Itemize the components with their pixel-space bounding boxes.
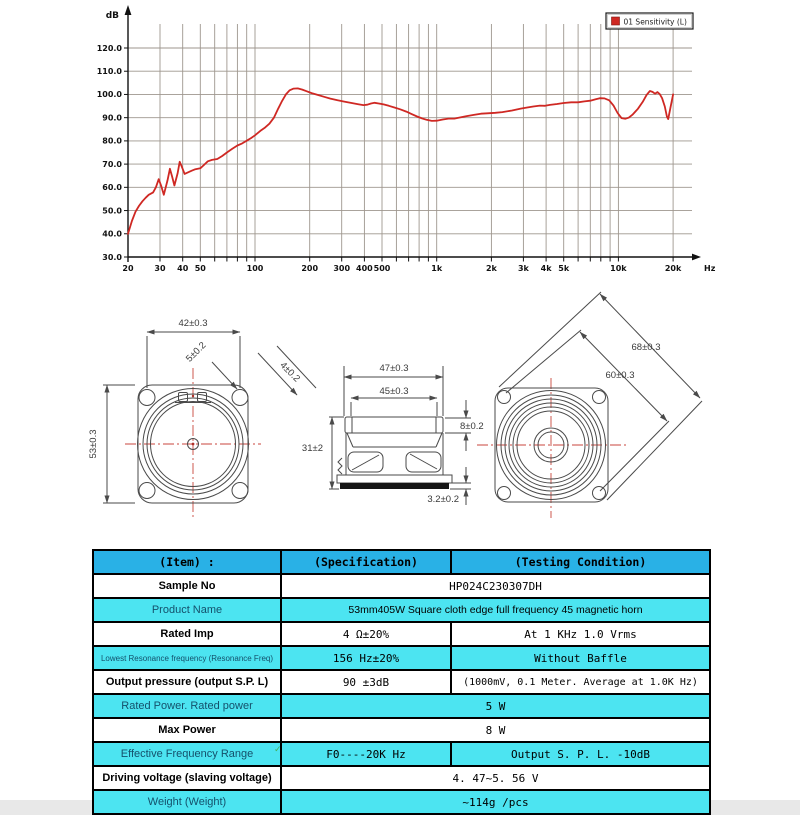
table-header-row: [93, 550, 710, 574]
table-row-max-power: [93, 718, 710, 742]
dim-corner-label: 4±0.2: [277, 359, 303, 385]
dim-outer-width-label: 47±0.3: [379, 363, 409, 374]
row-label: Sample No: [93, 574, 281, 598]
row-condition: Output S. P. L. -10dB: [451, 742, 710, 766]
row-condition: At 1 KHz 1.0 Vrms: [451, 622, 710, 646]
svg-text:60.0: 60.0: [102, 183, 122, 193]
svg-text:500: 500: [373, 264, 391, 273]
svg-text:50.0: 50.0: [102, 206, 122, 216]
row-spec: 4 Ω±20%: [281, 622, 451, 646]
table-row-rated-imp: [93, 622, 710, 646]
frequency-response-chart: [0, 0, 800, 290]
sensitivity-curve: [128, 88, 673, 233]
dim-frame-depth-label: 8±0.2: [460, 421, 484, 432]
row-value: 5 W: [281, 694, 710, 718]
table-row-rated-power: [93, 694, 710, 718]
table-row-product-name: [93, 598, 710, 622]
svg-text:100: 100: [246, 264, 264, 273]
svg-text:120.0: 120.0: [96, 43, 122, 53]
row-value: 53mm405W Square cloth edge full frequency 45 magnetic horn: [281, 598, 710, 622]
table-row-output-pressure: [93, 670, 710, 694]
svg-text:90.0: 90.0: [102, 113, 122, 123]
front-view-drawing: [103, 332, 316, 503]
dimension-labels: [88, 318, 661, 505]
svg-text:4k: 4k: [540, 264, 552, 273]
row-value: 4. 47~5. 56 V: [281, 766, 710, 790]
row-condition: (1000mV, 0.1 Meter. Average at 1.0K Hz): [451, 670, 710, 694]
table-row-lowest-resonance: [93, 646, 710, 670]
svg-text:dB: dB: [105, 11, 119, 21]
svg-text:40: 40: [177, 264, 189, 273]
row-spec: 156 Hz±20%: [281, 646, 451, 670]
svg-text:2k: 2k: [485, 264, 497, 273]
row-condition: Without Baffle: [451, 646, 710, 670]
legend: [606, 13, 693, 29]
row-label: Rated Imp: [93, 622, 281, 646]
check-mark-icon: ✓: [274, 744, 282, 754]
svg-text:110.0: 110.0: [96, 67, 122, 76]
row-label: Rated Power. Rated power: [93, 694, 281, 718]
svg-text:20k: 20k: [664, 264, 682, 273]
dim-hole-label: 5±0.2: [183, 339, 209, 365]
row-label: Weight (Weight): [93, 790, 281, 814]
svg-text:100.0: 100.0: [96, 90, 122, 100]
svg-text:30.0: 30.0: [102, 252, 122, 262]
row-value: 8 W: [281, 718, 710, 742]
svg-text:1k: 1k: [431, 264, 443, 273]
dim-diag-outer-label: 68±0.3: [631, 342, 661, 353]
row-value: ~114g /pcs: [281, 790, 710, 814]
svg-text:30: 30: [154, 264, 166, 273]
svg-text:200: 200: [301, 264, 319, 273]
row-spec: 90 ±3dB: [281, 670, 451, 694]
header-specification: (Specification): [281, 550, 451, 574]
svg-text:10k: 10k: [610, 264, 627, 273]
dim-gasket-label: 3.2±0.2: [427, 494, 459, 505]
svg-text:40.0: 40.0: [102, 229, 122, 239]
svg-text:50: 50: [194, 264, 206, 273]
svg-text:400: 400: [356, 264, 373, 273]
svg-text:20: 20: [122, 264, 134, 273]
row-value: HP024C230307DH: [281, 574, 710, 598]
table-row-driving-voltage: [93, 766, 710, 790]
svg-text:01 Sensitivity (L): 01 Sensitivity (L): [623, 17, 687, 27]
dim-diag-holes-label: 60±0.3: [605, 370, 635, 381]
header-item: (Item) :: [93, 550, 281, 574]
dim-hole-spacing-label: 42±0.3: [178, 318, 208, 329]
table-row-sample-no: [93, 574, 710, 598]
svg-text:Hz: Hz: [704, 264, 716, 273]
table-row-effective-frequency-range: [93, 742, 710, 766]
row-spec: F0----20K Hz: [281, 742, 451, 766]
row-label: Product Name: [93, 598, 281, 622]
dim-cone-width-label: 45±0.3: [379, 386, 409, 397]
dim-total-depth-label: 31±2: [301, 443, 323, 454]
svg-text:70.0: 70.0: [102, 159, 122, 169]
row-label: Effective Frequency Range: [93, 742, 281, 766]
spec-table: [92, 549, 711, 815]
row-label: Output pressure (output S.P. L): [93, 670, 281, 694]
svg-text:3k: 3k: [517, 264, 529, 273]
svg-text:80.0: 80.0: [102, 136, 122, 146]
svg-text:5k: 5k: [558, 264, 570, 273]
header-testing-condition: (Testing Condition): [451, 550, 710, 574]
table-row-weight: [93, 790, 710, 814]
row-label: Driving voltage (slaving voltage): [93, 766, 281, 790]
svg-text:300: 300: [333, 264, 351, 273]
row-label: Max Power: [93, 718, 281, 742]
row-label: Lowest Resonance frequency (Resonance Freq): [93, 646, 281, 670]
dimension-drawings: [0, 290, 800, 548]
dim-height-label: 53±0.3: [88, 429, 99, 459]
back-view-drawing: [495, 292, 702, 502]
